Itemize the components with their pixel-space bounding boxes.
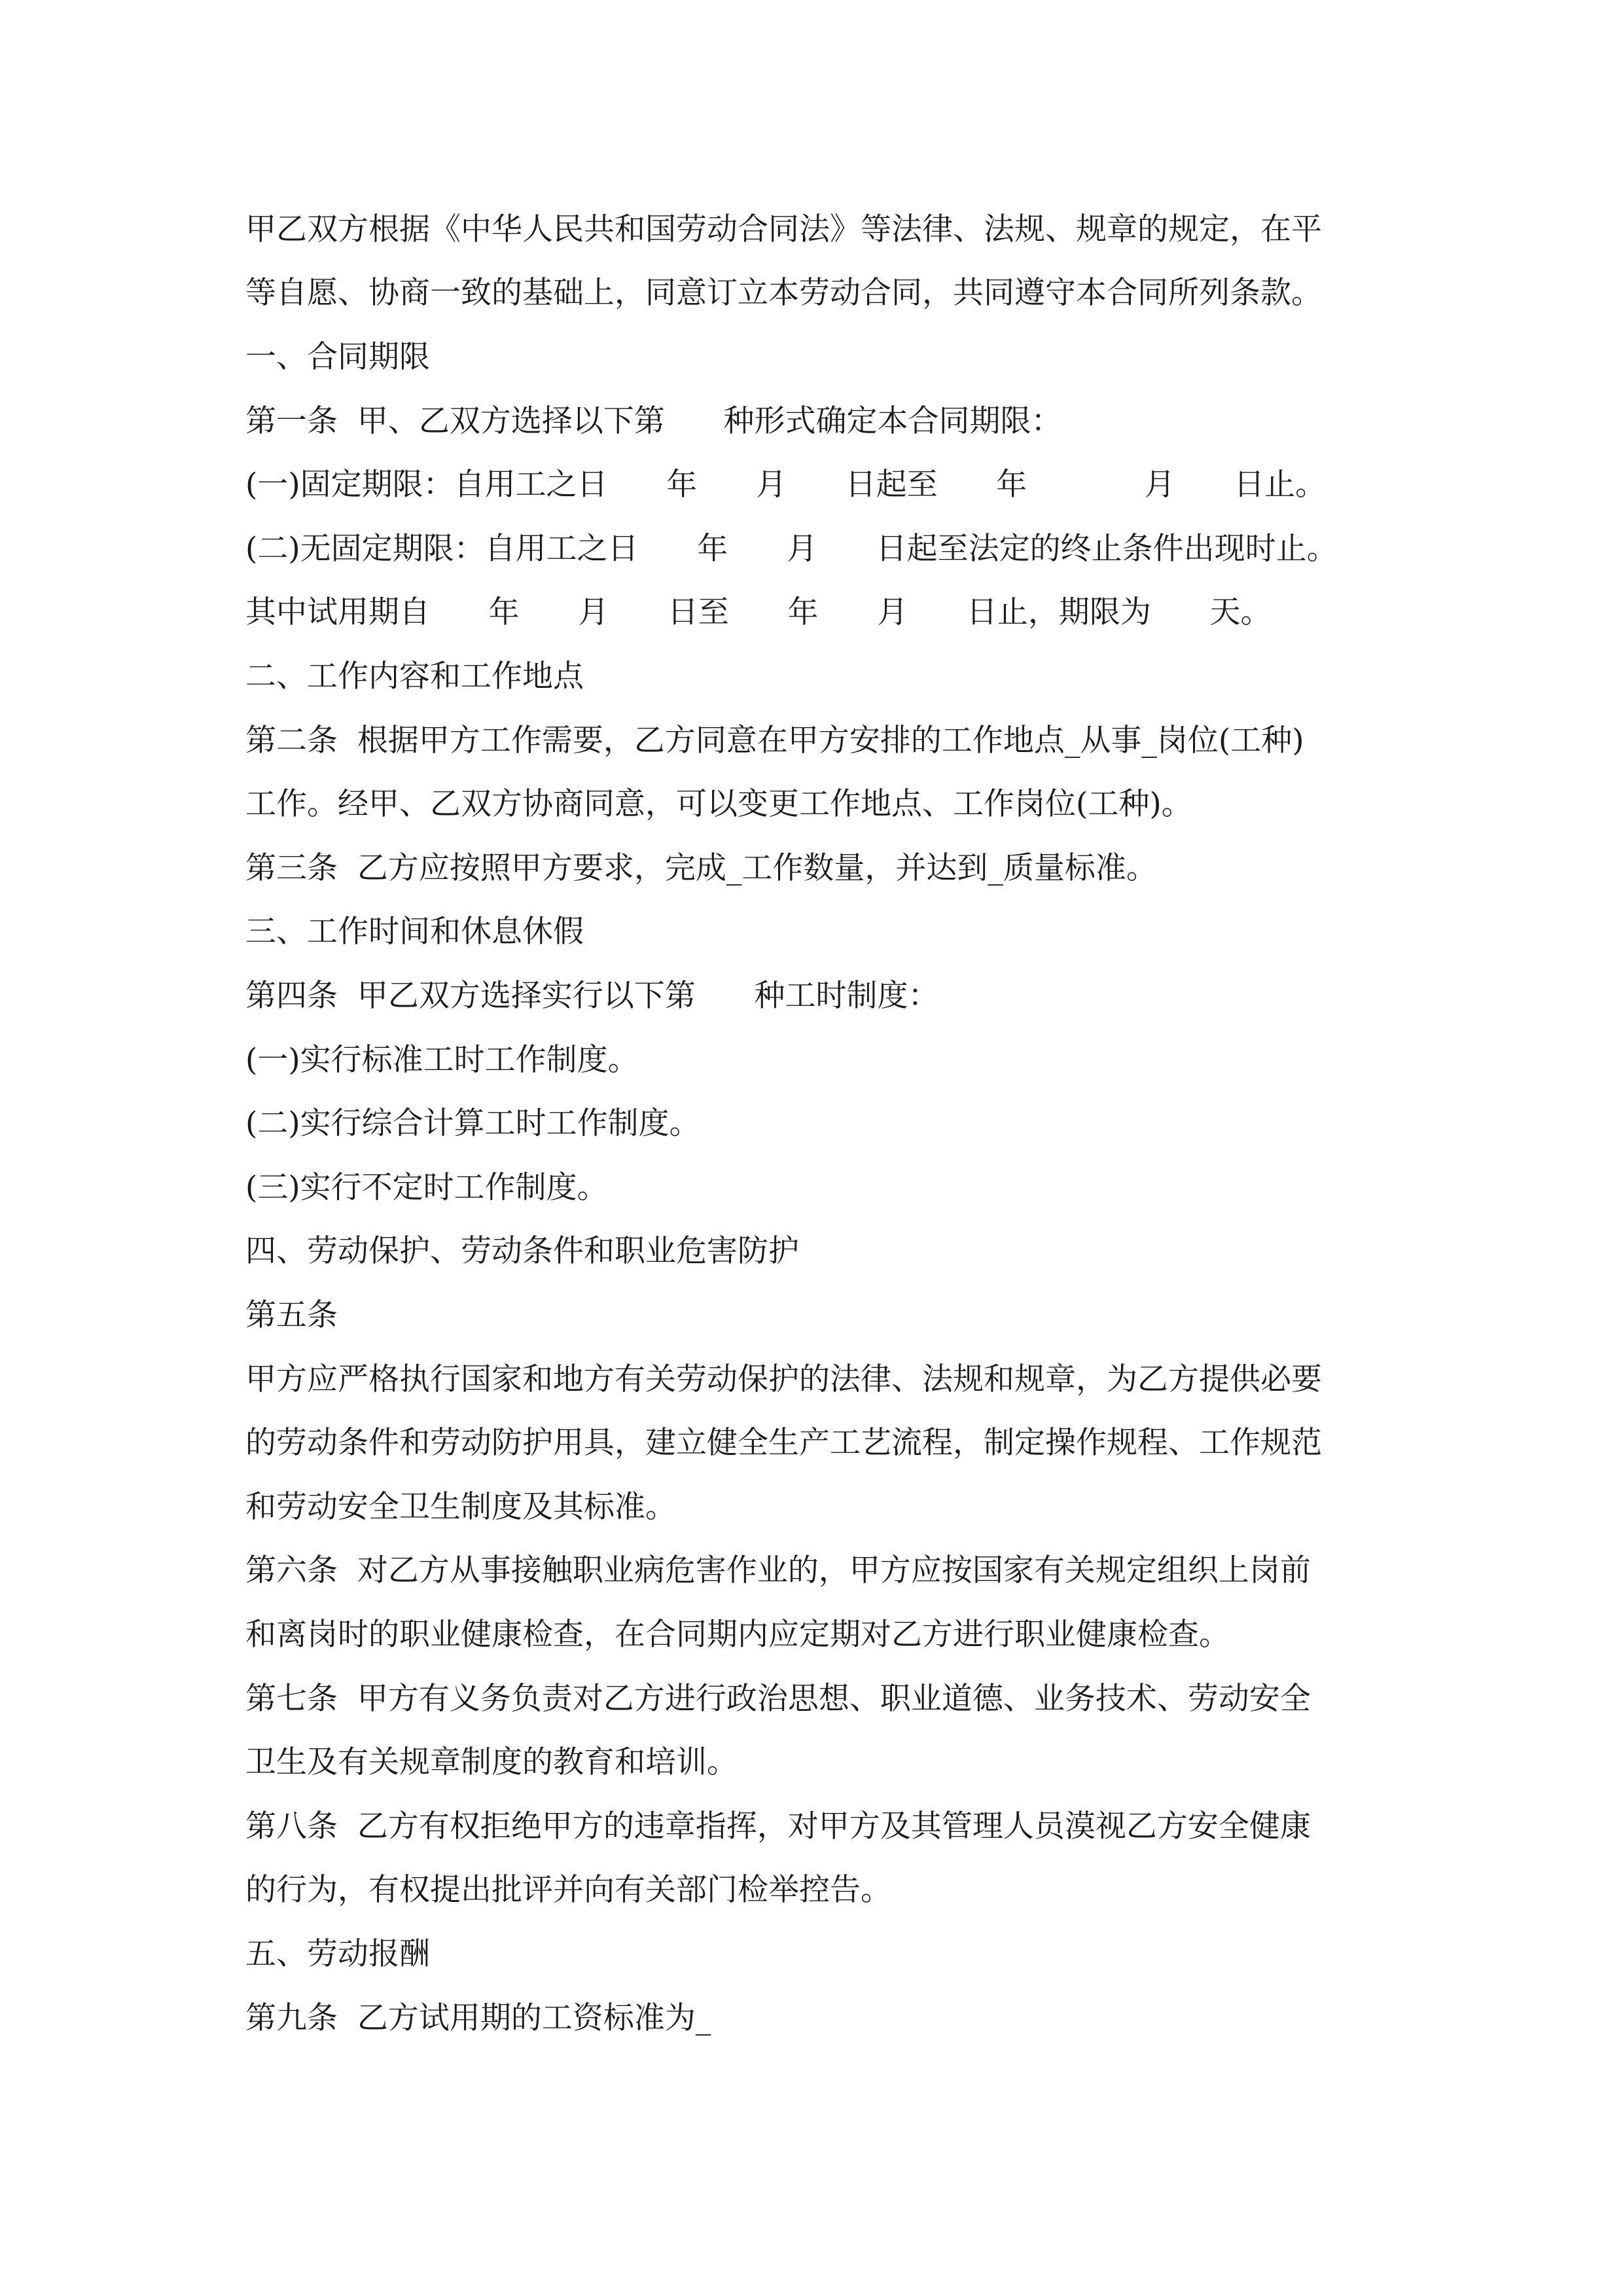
text-line: 甲乙双方根据《中华人民共和国劳动合同法》等法律、法规、规章的规定，在平 xyxy=(245,211,1322,247)
text-line: 第九条 乙方试用期的工资标准为_ xyxy=(245,2000,711,2036)
text-line: (一)实行标准工时工作制度。 xyxy=(245,1042,639,1078)
text-line: 第五条 xyxy=(245,1297,338,1333)
text-line: 第六条 对乙方从事接触职业病危害作业的，甲方应按国家有关规定组织上岗前 xyxy=(245,1552,1311,1588)
text-line: 第八条 乙方有权拒绝甲方的违章指挥，对甲方及其管理人员漠视乙方安全健康 xyxy=(245,1808,1311,1844)
section-heading: 二、工作内容和工作地点 xyxy=(245,658,584,694)
text-line: 第七条 甲方有义务负责对乙方进行政治思想、职业道德、业务技术、劳动安全 xyxy=(245,1681,1311,1717)
text-line: (二)无固定期限：自用工之日 年 月 日起至法定的终止条件出现时止。 xyxy=(245,531,1338,567)
text-line: 其中试用期自 年 月 日至 年 月 日止，期限为 天。 xyxy=(245,594,1272,630)
text-line: 的行为，有权提出批评并向有关部门检举控告。 xyxy=(245,1872,891,1908)
text-line: 第四条 甲乙双方选择实行以下第 种工时制度： xyxy=(245,978,939,1014)
section-heading: 四、劳动保护、劳动条件和职业危害防护 xyxy=(245,1233,799,1269)
text-line: 的劳动条件和劳动防护用具，建立健全生产工艺流程，制定操作规程、工作规范 xyxy=(245,1425,1322,1461)
text-line: 等自愿、协商一致的基础上，同意订立本劳动合同，共同遵守本合同所列条款。 xyxy=(245,275,1322,311)
section-heading: 三、工作时间和休息休假 xyxy=(245,914,584,950)
text-line: (二)实行综合计算工时工作制度。 xyxy=(245,1105,700,1141)
text-line: 第一条 甲、乙双方选择以下第 种形式确定本合同期限： xyxy=(245,403,1062,439)
text-line: 第二条 根据甲方工作需要，乙方同意在甲方安排的工作地点_从事_岗位(工种) xyxy=(245,723,1304,759)
text-line: 和劳动安全卫生制度及其标准。 xyxy=(245,1489,676,1525)
text-line: 工作。经甲、乙双方协商同意，可以变更工作地点、工作岗位(工种)。 xyxy=(245,786,1192,822)
text-line: 和离岗时的职业健康检查，在合同期内应定期对乙方进行职业健康检查。 xyxy=(245,1617,1230,1653)
section-heading: 一、合同期限 xyxy=(245,339,430,375)
text-line: (三)实行不定时工作制度。 xyxy=(245,1170,608,1206)
text-line: 甲方应严格执行国家和地方有关劳动保护的法律、法规和规章，为乙方提供必要 xyxy=(245,1361,1322,1397)
section-heading: 五、劳动报酬 xyxy=(245,1936,430,1972)
text-line: 卫生及有关规章制度的教育和培训。 xyxy=(245,1744,738,1780)
text-line: (一)固定期限：自用工之日 年 月 日起至 年 月 日止。 xyxy=(245,467,1327,503)
text-line: 第三条 乙方应按照甲方要求，完成_工作数量，并达到_质量标准。 xyxy=(245,850,1157,886)
